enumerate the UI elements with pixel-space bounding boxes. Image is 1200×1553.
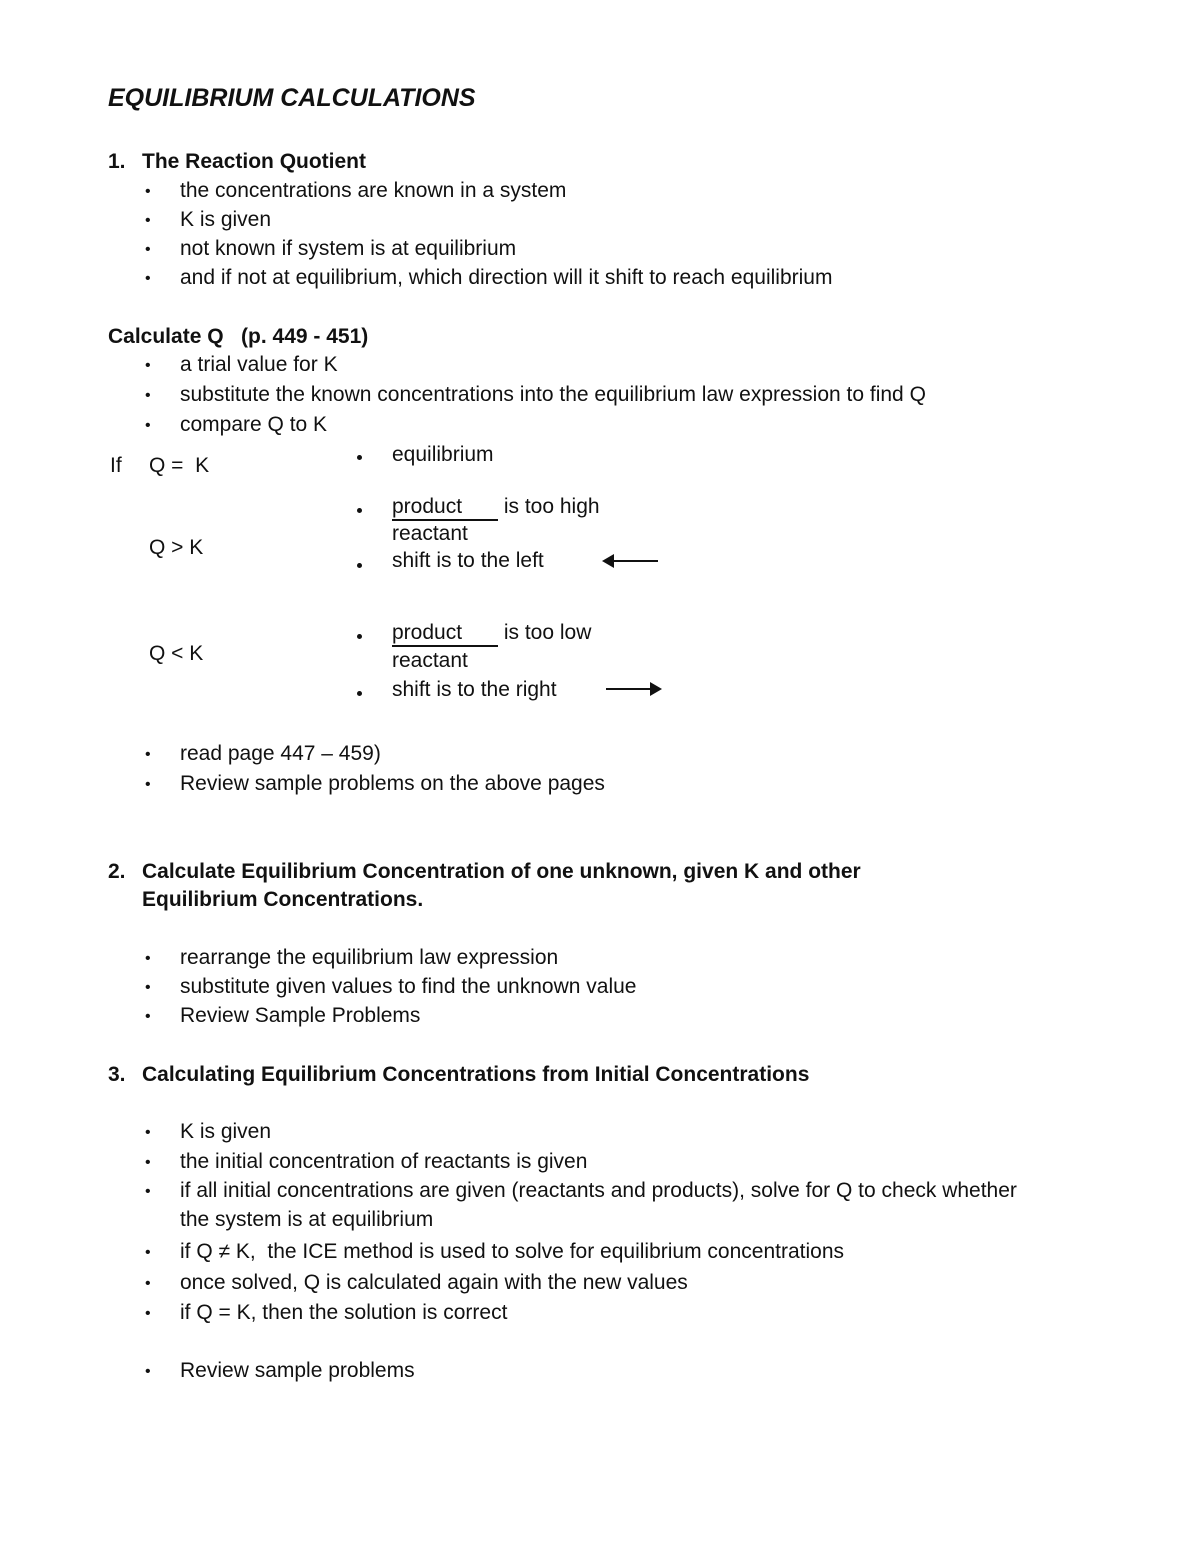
if-label: If xyxy=(110,454,122,477)
fraction-denominator: reactant xyxy=(392,522,468,545)
result-equilibrium: equilibrium xyxy=(392,443,494,466)
section-2-bullet: Review Sample Problems xyxy=(180,1004,421,1027)
section-2-bullet: rearrange the equilibrium law expression xyxy=(180,946,559,969)
section-1-bullet: and if not at equilibrium, which direction will it shift to reach equilibrium xyxy=(180,266,833,289)
reading-bullet: Review sample problems on the above pages xyxy=(180,772,605,795)
section-3-heading: Calculating Equilibrium Concentrations from Initial Concentrations xyxy=(142,1063,810,1086)
bullet-marker: • xyxy=(145,417,151,434)
too-low-label: is too low xyxy=(503,621,592,644)
fraction-denominator: reactant xyxy=(392,649,468,672)
calculate-q-bullet: substitute the known concentrations into the equilibrium law expression to find Q xyxy=(180,383,926,406)
fraction-numerator xyxy=(392,492,600,521)
section-2-heading: Calculate Equilibrium Concentration of one unknown, given K and other xyxy=(142,860,861,883)
page-title: EQUILIBRIUM CALCULATIONS xyxy=(108,84,476,112)
section-3-bullet: once solved, Q is calculated again with the new values xyxy=(180,1271,688,1294)
bullet-marker: • xyxy=(145,746,151,763)
bullet-marker: • xyxy=(145,1183,151,1200)
section-3-bullet: if Q = K, then the solution is correct xyxy=(180,1301,508,1324)
bullet-marker: • xyxy=(145,1008,151,1025)
section-1-number: 1. xyxy=(108,150,126,173)
bullet-marker: • xyxy=(145,1363,151,1380)
reading-bullet: read page 447 – 459) xyxy=(180,742,381,765)
bullet-marker: • xyxy=(145,183,151,200)
condition-q-greater-k: Q > K xyxy=(149,536,204,559)
section-1-bullet: the concentrations are known in a system xyxy=(180,179,567,202)
result-dot xyxy=(357,691,362,696)
section-3-number: 3. xyxy=(108,1063,126,1086)
bullet-marker: • xyxy=(145,241,151,258)
bullet-marker: • xyxy=(145,776,151,793)
bullet-marker: • xyxy=(145,950,151,967)
section-3-bullet: if all initial concentrations are given (reactants and products), solve for Q to check whether xyxy=(180,1179,1017,1202)
section-3-final-bullet: Review sample problems xyxy=(180,1359,415,1382)
too-high-label: is too high xyxy=(503,495,600,518)
calculate-q-bullet: a trial value for K xyxy=(180,353,338,376)
section-3-bullet: if Q ≠ K, the ICE method is used to solve for equilibrium concentrations xyxy=(180,1240,845,1263)
section-1-bullet: not known if system is at equilibrium xyxy=(180,237,517,260)
bullet-marker: • xyxy=(145,1275,151,1292)
shift-left-label: shift is to the left xyxy=(392,549,544,572)
section-3-bullet: the initial concentration of reactants is given xyxy=(180,1150,588,1173)
section-1-heading: The Reaction Quotient xyxy=(142,150,367,173)
bullet-marker: • xyxy=(145,387,151,404)
section-3-bullet-cont: the system is at equilibrium xyxy=(180,1208,434,1231)
calculate-q-heading: Calculate Q (p. 449 - 451) xyxy=(108,325,369,348)
section-2-bullet: substitute given values to find the unknown value xyxy=(180,975,637,998)
bullet-marker: • xyxy=(145,357,151,374)
section-1-bullet: K is given xyxy=(180,208,272,231)
left-arrow-icon xyxy=(610,560,658,562)
bullet-marker: • xyxy=(145,1124,151,1141)
bullet-marker: • xyxy=(145,1305,151,1322)
bullet-marker: • xyxy=(145,979,151,996)
condition-q-equals-k: Q = K xyxy=(149,454,210,477)
bullet-marker: • xyxy=(145,212,151,229)
result-dot xyxy=(357,634,362,639)
bullet-marker: • xyxy=(145,270,151,287)
section-2-number: 2. xyxy=(108,860,126,883)
condition-q-less-k: Q < K xyxy=(149,642,204,665)
section-2-heading-cont: Equilibrium Concentrations. xyxy=(142,888,424,911)
shift-right-label: shift is to the right xyxy=(392,678,557,701)
calculate-q-bullet: compare Q to K xyxy=(180,413,328,436)
product-label: product xyxy=(392,495,498,521)
right-arrow-icon xyxy=(606,688,654,690)
product-label: product xyxy=(392,621,498,647)
result-dot xyxy=(357,508,362,513)
bullet-marker: • xyxy=(145,1244,151,1261)
result-dot xyxy=(357,455,362,460)
section-3-bullet: K is given xyxy=(180,1120,272,1143)
fraction-numerator xyxy=(392,618,591,647)
bullet-marker: • xyxy=(145,1154,151,1171)
result-dot xyxy=(357,563,362,568)
